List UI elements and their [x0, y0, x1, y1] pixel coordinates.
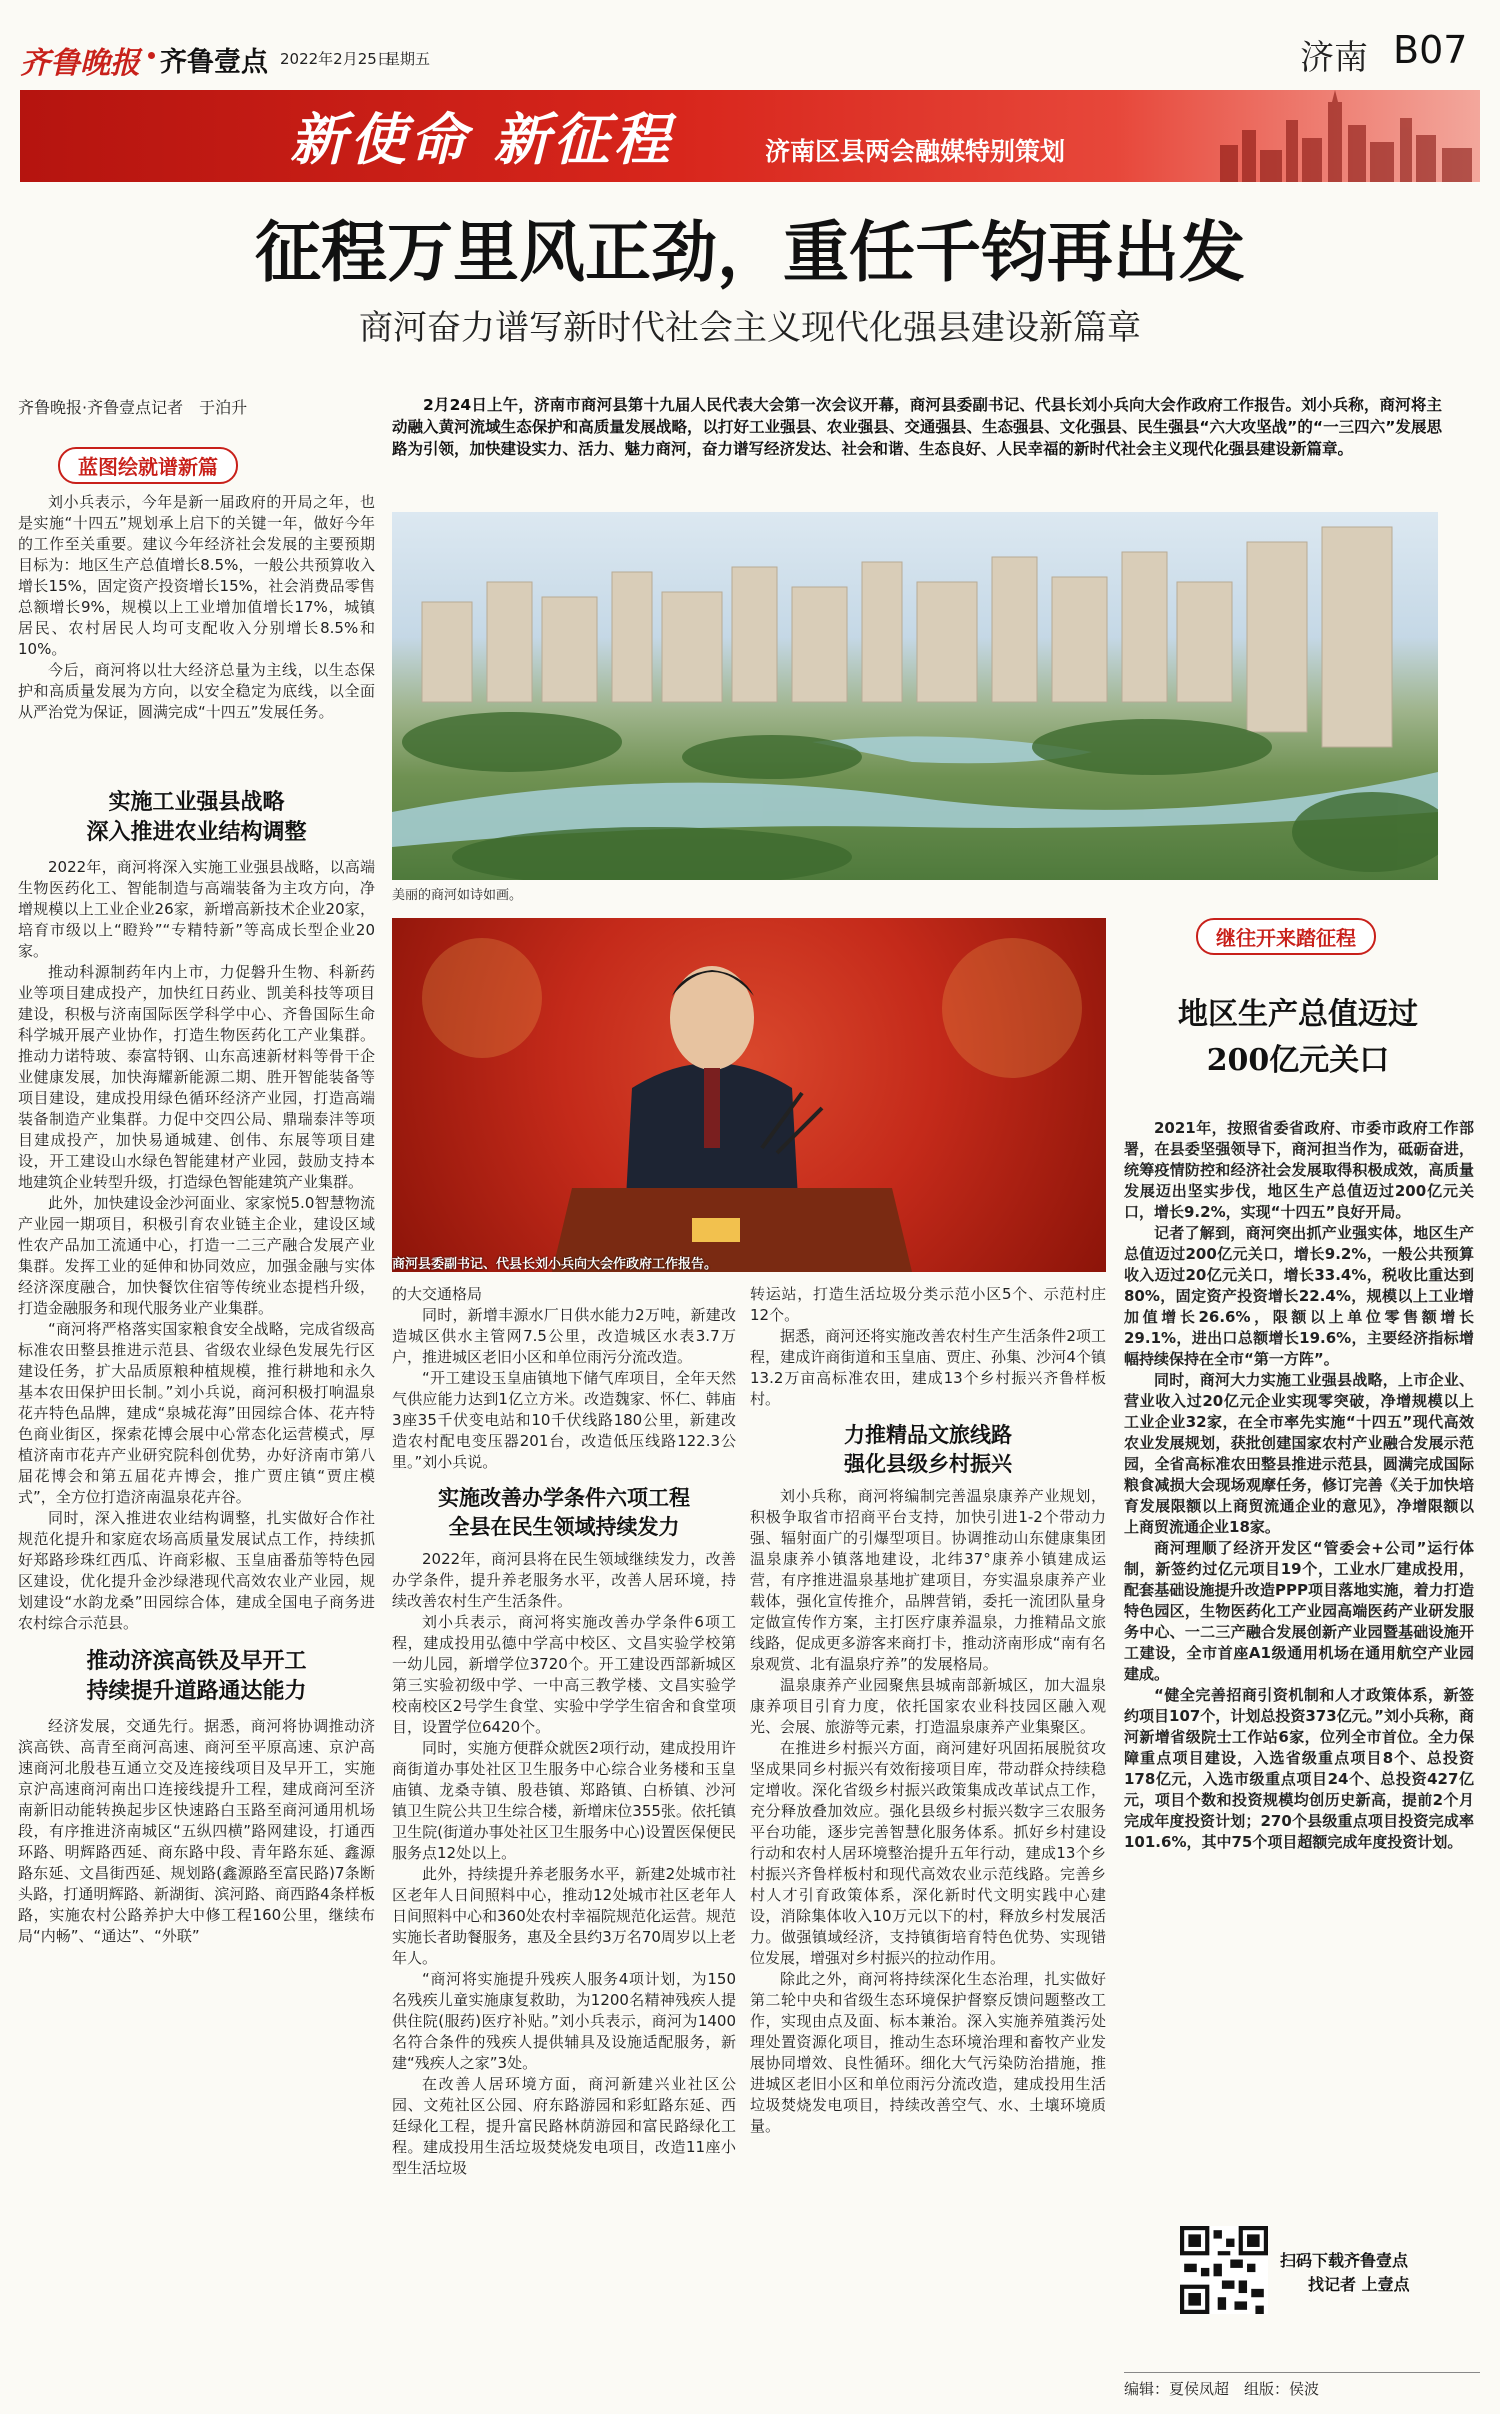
footer-credits: 编辑：夏侯凤超 组版：侯波 — [1124, 2380, 1320, 2398]
column-2 — [392, 1284, 736, 2397]
col1-paragraph: 同时，深入推进农业结构调整，扎实做好合作社规范化提升和家庭农场高质量发展试点工作，持续抓好郑路珍珠红西瓜、许商彩椒、玉皇庙番茄等特色园区建设，优化提升金沙绿港现代高效农业产业园，规划建设“水韵龙桑”田园综合体，建成全国电子商务进农村综合示范县。 — [18, 1509, 375, 1632]
col2-paragraph: “开工建设玉皇庙镇地下储气库项目，全年天然气供应能力达到1亿立方米。改造魏家、怀仁、韩庙3座35千伏变电站和10千伏线路180公里，新建改造农村配电变压器201台，改造低压线路122.3公里。”刘小兵说。 — [392, 1369, 736, 1471]
col2-paragraph: 此外，持续提升养老服务水平，新建2处城市社区老年人日间照料中心，推动12处城市社区老年人日间照料中心和360处农村幸福院规范化运营。规范实施长者助餐服务，惠及全县约3万名70周岁以上老年人。 — [392, 1865, 736, 1967]
column-3 — [750, 1284, 1106, 2397]
col4-paragraph: 商河理顺了经济开发区“管委会+公司”运行体制，新签约过亿元项目19个，工业水厂建成投用，配套基础设施提升改造PPP项目落地实施，着力打造特色园区，生物医药化工产业园高端医药产业研发服务中心、一二三产融合发展创新产业园暨基础设施开工建设，全市首座A1级通用机场在通用航空产业园建成。 — [1124, 1539, 1474, 1683]
col1-paragraph: 2022年，商河将深入实施工业强县战略，以高端生物医药化工、智能制造与高端装备为主攻方向，净增规模以上工业企业26家，新增高新技术企业20家，培育市级以上“瞪羚”“专精特新”等高成长型企业20家。 — [18, 858, 375, 960]
col4-paragraph: 2021年，按照省委省政府、市委市政府工作部署，在县委坚强领导下，商河担当作为，砥砺奋进，统筹疫情防控和经济社会发展取得积极成效，高质量发展迈出坚实步伐，地区生产总值迈过200亿元关口，增长9.2%，实现“十四五”良好开局。 — [1124, 1119, 1474, 1221]
section-tag-blueprint — [58, 447, 238, 484]
lead-text: 2月24日上午，济南市商河县第十九届人民代表大会第一次会议开幕，商河县委副书记、代县长刘小兵向大会作政府工作报告。刘小兵称，商河将主动融入黄河流域生态保护和高质量发展战略，以打好工业强县、农业强县、交通强县、生态强县、文化强县、民生强县“六大攻坚战”的“一三四六”发展思路为引领，加快建设实力、活力、魅力商河，奋力谱写经济发达、社会和谐、生态良好、人民幸福的新时代社会主义现代化强县建设新篇章。 — [392, 396, 1442, 458]
section-tag-continue-label: 继往开来踏征程 — [1196, 918, 1376, 955]
col3-paragraph: 转运站，打造生活垃圾分类示范小区5个、示范村庄12个。 — [750, 1285, 1106, 1324]
col3-paragraph: 除此之外，商河将持续深化生态治理，扎实做好第二轮中央和省级生态环境保护督察反馈问题整改工作，实现由点及面、标本兼治。深入实施养殖粪污处理处置资源化项目，推动生态环境治理和畜牧产业发展协同增效、良性循环。细化大气污染防治措施，推进城区老旧小区和单位雨污分流改造，建成投用生活垃圾焚烧发电项目，持续改善空气、水、土壤环境质量。 — [750, 1970, 1106, 2135]
headline-subtitle: 商河奋力谱写新时代社会主义现代化强县建设新篇章 — [359, 308, 1141, 348]
col2-paragraph: 同时，实施方便群众就医2项行动，建成投用许商街道办事处社区卫生服务中心综合业务楼和玉皇庙镇、龙桑寺镇、殷巷镇、郑路镇、白桥镇、沙河镇卫生院公共卫生综合楼，新增床位355张。依托镇卫生院(街道办事处社区卫生服务中心)设置医保便民服务点12处以上。 — [392, 1739, 736, 1862]
page-number: B07 — [1393, 28, 1468, 72]
col1-paragraph: 推动科源制药年内上市，力促磐升生物、科新药业等项目建成投产，加快红日药业、凯美科技等项目建设，积极与济南国际医学科学中心、齐鲁国际生命科学城开展产业协作，打造生物医药化工产业集群。推动力诺特玻、泰富特钢、山东高速新材料等骨干企业健康发展，加快海耀新能源二期、胜开智能装备等项目建设，建成投用绿色循环经济产业园，打造高端装备制造产业集群。力促中交四公局、鼎瑞泰沣等项目建成投产，加快易通城建、创伟、东展等项目建设，开工建设山水绿色智能建材产业园，鼓励支持本地建筑企业转型升级，打造绿色智能建筑产业集群。 — [18, 963, 375, 1191]
col2-paragraph: 同时，新增丰源水厂日供水能力2万吨，新建改造城区供水主管网7.5公里，改造城区水表3.7万户，推进城区老旧小区和单位雨污分流改造。 — [392, 1306, 736, 1366]
issue-weekday: 星期五 — [385, 50, 431, 68]
qr-line-2: 找记者 上壹点 — [1308, 2275, 1410, 2294]
masthead — [0, 0, 1500, 88]
col3-subheading-tourism: 力推精品文旅线路 强化县级乡村振兴 — [844, 1422, 1012, 1476]
col1-paragraph: “商河将严格落实国家粮食安全战略，完成省级高标准农田整县推进示范县、省级农业绿色发展先行区建设任务，扩大品质原粮种植规模，推行耕地和永久基本农田保护田长制。”刘小兵说，商河积极打响温泉花卉特色品牌，建成“泉城花海”田园综合体、花卉特色商业街区，探索花博会展中心常态化运营模式，厚植济南市花卉产业研究院科创优势，办好济南市第八届花博会和第五届花卉博会，推广贾庄镇“贾庄模式”，全方位打造济南温泉花卉谷。 — [18, 1320, 375, 1506]
speaker-photo — [392, 918, 1106, 1272]
qr-code-icon[interactable] — [1180, 2226, 1268, 2314]
col1-paragraph: 刘小兵表示，今年是新一届政府的开局之年，也是实施“十四五”规划承上启下的关键一年，做好今年的工作至关重要。建议今年经济社会发展的主要预期目标为：地区生产总值增长8.5%，一般公共预算收入增长15%，固定资产投资增长15%，社会消费品零售总额增长9%，规模以上工业增加值增长17%，城镇居民、农村居民人均可支配收入分别增长8.5%和10%。 — [18, 493, 375, 658]
col1-subheading-industry: 实施工业强县战略 深入推进农业结构调整 — [86, 789, 307, 845]
city-photo — [392, 512, 1438, 880]
section-tag-blueprint-label: 蓝图绘就谱新篇 — [58, 447, 238, 484]
byline: 齐鲁晚报·齐鲁壹点记者 于泊升 — [18, 398, 248, 417]
col1-subheading-transport: 推动济滨高铁及早开工 持续提升道路通达能力 — [86, 1648, 307, 1704]
headline-title: 征程万里风正劲，重任千钧再出发 — [255, 213, 1245, 291]
col2-paragraph: “商河将实施提升残疾人服务4项计划，为150名残疾儿童实施康复救助，为1200名精神残疾人提供住院(服药)医疗补贴。”刘小兵表示，商河为1400名符合条件的残疾人提供辅具及设施适配服务，新建“残疾人之家”3处。 — [392, 1970, 736, 2072]
col2-subheading-livelihood: 实施改善办学条件六项工程 全县在民生领域持续发力 — [438, 1485, 690, 1539]
column-4 — [1124, 1118, 1474, 2203]
city-photo-caption: 美丽的商河如诗如画。 — [392, 888, 523, 903]
col3-paragraph: 刘小兵称，商河将编制完善温泉康养产业规划，积极争取省市招商平台支持，加快引进1-2个带动力强、辐射面广的引爆型项目。协调推动山东健康集团温泉康养小镇落地建设，北纬37°康养小镇建成运营，有序推进温泉基地扩建项目，夯实温泉康养产业载体，强化宣传推介，品牌营销，委托一流团队量身定做宣传作方案，主打医疗康养温泉，力推精品文旅线路，促成更多游客来商打卡，推动济南形成“南有名泉观赏、北有温泉疗养”的发展格局。 — [750, 1487, 1106, 1673]
footer-divider — [1124, 2372, 1480, 2373]
col2-paragraph: 的大交通格局 — [392, 1285, 483, 1303]
section-tag-continue — [1196, 918, 1376, 955]
col4-paragraph: “健全完善招商引资机制和人才政策体系，新签约项目107个，计划总投资373亿元。”刘小兵称，商河新增省级院士工作站6家，位列全市首位。全力保障重点项目建设，入选省级重点项目8个、总投资178亿元，入选市级重点项目24个、总投资427亿元，项目个数和投资规模均创历史新高，提前2个月完成年度投资计划；270个县级重点项目投资完成率101.6%，其中75个项目超额完成年度投资计划。 — [1124, 1686, 1474, 1851]
issue-date: 2022年2月25日 — [280, 50, 392, 68]
masthead-dot — [148, 52, 155, 59]
qr-line-1: 扫码下载齐鲁壹点 — [1280, 2251, 1409, 2270]
column-1 — [18, 492, 375, 2397]
col3-paragraph: 据悉，商河还将实施改善农村生产生活条件2项工程，建成许商街道和玉皇庙、贾庄、孙集、沙河4个镇13.2万亩高标准农田，建成13个乡村振兴齐鲁样板村。 — [750, 1327, 1106, 1408]
col4-paragraph: 同时，商河大力实施工业强县战略，上市企业、营业收入过20亿元企业实现零突破，净增规模以上工业企业32家，在全市率先实施“十四五”现代高效农业发展规划，获批创建国家农村产业融合发展示范园，全省高标准农田整县推进示范县，圆满完成国际粮食减损大会现场观摩任务，修订完善《关于加快培育发展限额以上商贸流通企业的意见》，净增限额以上商贸流通企业18家。 — [1124, 1371, 1474, 1536]
city-photo-drawing — [392, 512, 1438, 880]
col3-paragraph: 温泉康养产业园聚焦县城南部新城区，加大温泉康养项目引育力度，依托国家农业科技园区融入观光、会展、旅游等元素，打造温泉康养产业集聚区。 — [750, 1676, 1106, 1736]
col2-paragraph: 刘小兵表示，商河将实施改善办学条件6项工程，建成投用弘德中学高中校区、文昌实验学校第一幼儿园，新增学位3720个。开工建设西部新城区第三实验初级中学、一中高三教学楼、文昌实验学校南校区2号学生食堂、实验中学学生宿舍和食堂项目，设置学位6420个。 — [392, 1613, 736, 1736]
speaker-photo-caption: 商河县委副书记、代县长刘小兵向大会作政府工作报告。 — [392, 1257, 718, 1272]
skyline-graphic — [1210, 90, 1480, 182]
region-label: 济南 — [1300, 38, 1368, 78]
banner-slogan: 新使命 新征程 — [290, 107, 674, 173]
app-logo: 齐鲁壹点 — [160, 47, 268, 78]
lead-paragraph — [392, 394, 1442, 460]
col1-paragraph: 经济发展，交通先行。据悉，商河将协调推动济滨高铁、高青至商河高速、商河至平原高速、京沪高速商河北殷巷互通立交及连接线项目及早开工，实施京沪高速商河南出口连接线提升工程，建成商河至济南新旧动能转换起步区快速路白玉路至商河通用机场段，有序推进济南城区“五纵四横”路网建设，打通西环路、明辉路西延、商东路中段、青年路东延、鑫源路东延、文昌街西延、规划路(鑫源路至富民路)7条断头路，打通明辉路、新湖街、滨河路、商西路4条样板路，实施农村公路养护大中修工程160公里，继续布局“内畅”、“通达”、“外联” — [18, 1717, 375, 1945]
col4-headline: 地区生产总值迈过 200亿元关口 — [1178, 997, 1418, 1078]
special-banner — [20, 90, 1480, 182]
qr-block — [1180, 2226, 1480, 2316]
col2-paragraph: 在改善人居环境方面，商河新建兴业社区公园、文苑社区公园、府东路游园和彩虹路东延、西廷绿化工程，提升富民路林荫游园和富民路绿化工程。建成投用生活垃圾焚烧发电项目，改造11座小型生活垃圾 — [392, 2075, 736, 2177]
col3-paragraph: 在推进乡村振兴方面，商河建好巩固拓展脱贫攻坚成果同乡村振兴有效衔接项目库，带动群众持续稳定增收。深化省级乡村振兴政策集成改革试点工作，充分释放叠加效应。强化县级乡村振兴数字三农服务平台功能，逐步完善智慧化服务体系。抓好乡村建设行动和农村人居环境整治提升五年行动，建成13个乡村振兴齐鲁样板村和现代高效农业示范线路。完善乡村人才引育政策体系，深化新时代文明实践中心建设，消除集体收入10万元以下的村，释放乡村发展活力。做强镇域经济，支持镇街培育特色优势、实现错位发展，增强对乡村振兴的拉动作用。 — [750, 1739, 1106, 1967]
col4-paragraph: 记者了解到，商河突出抓产业强实体，地区生产总值迈过200亿元关口，增长9.2%，一般公共预算收入迈过20亿元关口，增长33.4%，税收比重达到80%，固定资产投资增长22.4%，规模以上工业增加值增长26.6%，限额以上单位零售额增长29.1%，进出口总额增长19.6%，主要经济指标增幅持续保持在全市“第一方阵”。 — [1124, 1224, 1474, 1368]
banner-subtitle: 济南区县两会融媒特别策划 — [765, 137, 1066, 166]
paper-logo: 齐鲁晚报 — [20, 46, 140, 81]
col1-paragraph: 今后，商河将以壮大经济总量为主线，以生态保护和高质量发展为方向，以安全稳定为底线，以全面从严治党为保证，圆满完成“十四五”发展任务。 — [18, 661, 375, 721]
col2-paragraph: 2022年，商河县将在民生领域继续发力，改善办学条件，提升养老服务水平，改善人居环境，持续改善农村生产生活条件。 — [392, 1550, 736, 1610]
speaker-photo-drawing — [392, 918, 1106, 1272]
col1-paragraph: 此外，加快建设金沙河面业、家家悦5.0智慧物流产业园一期项目，积极引育农业链主企业，建设区域性农产品加工流通中心，打造一二三产融合发展产业集群。发挥工业的延伸和协同效应，加强金融与实体经济深度融合，加快餐饮住宿等传统业态提档升级，打造金融服务和现代服务业产业集群。 — [18, 1194, 375, 1317]
